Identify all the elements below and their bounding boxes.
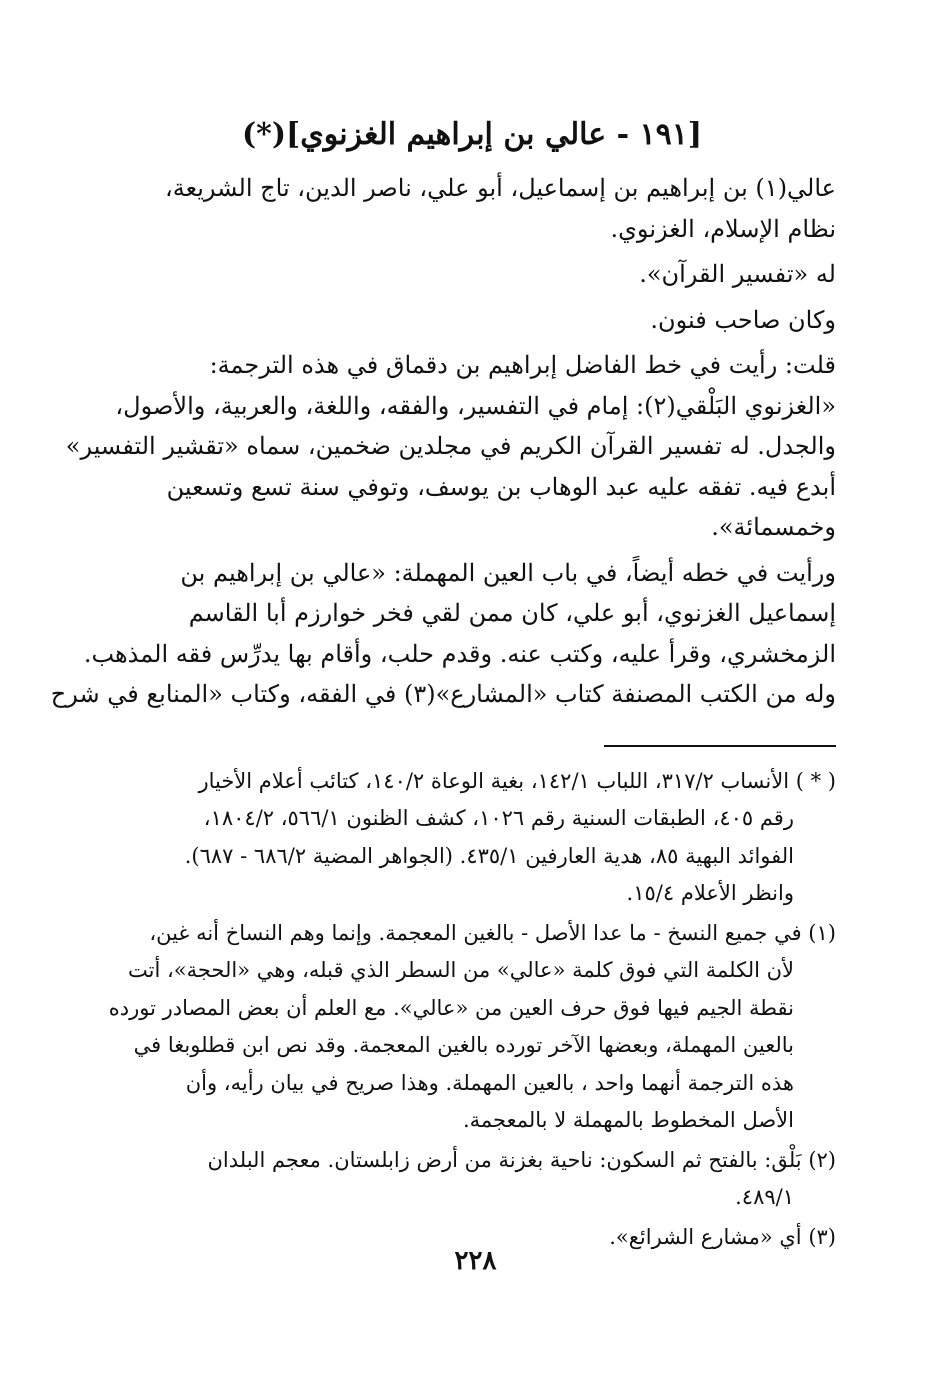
footnote-line: بالعين المهملة، وبعضها الآخر تورده بالغين المعجمة. وقد نص ابن قطلوبغا في bbox=[133, 1033, 794, 1057]
footnote-1 bbox=[108, 915, 836, 1140]
footnote-2 bbox=[108, 1142, 836, 1217]
text-line: عالي(١) بن إبراهيم بن إسماعيل، أبو علي، ناصر الدين، تاج الشريعة، bbox=[165, 174, 836, 202]
text-line: ورأيت في خطه أيضاً، في باب العين المهملة: «عالي بن إبراهيم بن bbox=[180, 558, 836, 587]
footnote-line: هذه الترجمة أنهما واحد ، بالعين المهملة. وهذا صريح في بيان رأيه، وأن bbox=[185, 1070, 794, 1095]
footnotes bbox=[108, 763, 836, 1257]
main-text bbox=[50, 168, 836, 715]
text-line: له «تفسير القرآن». bbox=[639, 260, 836, 288]
text-line: وله من الكتب المصنفة كتاب «المشارع»(٣) في الفقه، وكتاب «المنابع في شرح bbox=[50, 680, 836, 708]
footnote-line: الأصل المخطوط بالمهملة لا بالمعجمة. bbox=[462, 1108, 794, 1132]
paragraph-funun bbox=[108, 300, 836, 341]
text-line: قلت: رأيت في خط الفاضل إبراهيم بن دقماق في هذه الترجمة: bbox=[209, 351, 836, 379]
footnote-line: الفوائد البهية ٨٥، هدية العارفين ٤٣٥/١. (الجواهر المضية ٦٨٦/٢ - ٦٨٧). bbox=[184, 843, 794, 868]
text-line: وخمسمائة». bbox=[711, 513, 836, 541]
footnote-separator bbox=[604, 745, 836, 747]
paragraph-ibn-duqmaq bbox=[65, 345, 836, 548]
footnote-sources bbox=[108, 763, 836, 913]
entry-title: [١٩١ - عالي بن إبراهيم الغزنوي](*) bbox=[241, 117, 703, 152]
text-line: الزمخشري، وقرأ عليه، وكتب عنه. وقدم حلب، وأقام بها يدرِّس فقه المذهب. bbox=[83, 639, 836, 668]
footnote-line: نقطة الجيم فيها فوق حرف العين من «عالي». مع العلم أن بعض المصادر تورده bbox=[108, 995, 794, 1020]
footnote-line: رقم ٤٠٥، الطبقات السنية رقم ١٠٢٦، كشف الظنون ٥٦٦/١، ١٨٠٤/٢، bbox=[203, 806, 794, 830]
footnote-line: لأن الكلمة التي فوق كلمة «عالي» من السطر الذي قبله، وهي «الحجة»، أتت bbox=[128, 958, 794, 982]
footnote-line: ٤٨٩/١. bbox=[735, 1185, 794, 1209]
footnote-line: (٣) أي «مشارع الشرائع». bbox=[609, 1224, 836, 1249]
paragraph-bab-al-ayn bbox=[50, 553, 836, 715]
text-line: أبدع فيه. تفقه عليه عبد الوهاب بن يوسف، وتوفي سنة تسع وتسعين bbox=[166, 472, 836, 501]
footnote-line: ( * ) الأنساب ٣١٧/٢، اللباب ١٤٢/١، بغية الوعاة ١٤٠/٢، كتائب أعلام الأخيار bbox=[198, 768, 836, 793]
footnote-line: وانظر الأعلام ١٥/٤. bbox=[626, 881, 794, 905]
text-line: «الغزنوي البَلْقي(٢): إمام في التفسير، والفقه، واللغة، والعربية، والأصول، bbox=[115, 391, 836, 420]
paragraph-tafsir bbox=[108, 254, 836, 295]
footnote-line: (٢) بَلْق: بالفتح ثم السكون: ناحية بغزنة من أرض زابلستان. معجم البلدان bbox=[207, 1147, 836, 1172]
text-line: نظام الإسلام، الغزنوي. bbox=[610, 214, 836, 243]
paragraph-name bbox=[108, 168, 836, 249]
page-number: ٢٢٨ bbox=[454, 1246, 497, 1276]
text-line: والجدل. له تفسير القرآن الكريم في مجلدين ضخمين، سماه «تقشير التفسير» bbox=[65, 432, 836, 460]
text-line: وكان صاحب فنون. bbox=[650, 305, 836, 334]
text-line: إسماعيل الغزنوي، أبو علي، كان ممن لقي فخر خوارزم أبا القاسم bbox=[188, 599, 836, 627]
footnote-line: (١) في جميع النسخ - ما عدا الأصل - بالغين المعجمة. وإنما وهم النساخ أنه غين، bbox=[149, 920, 836, 945]
